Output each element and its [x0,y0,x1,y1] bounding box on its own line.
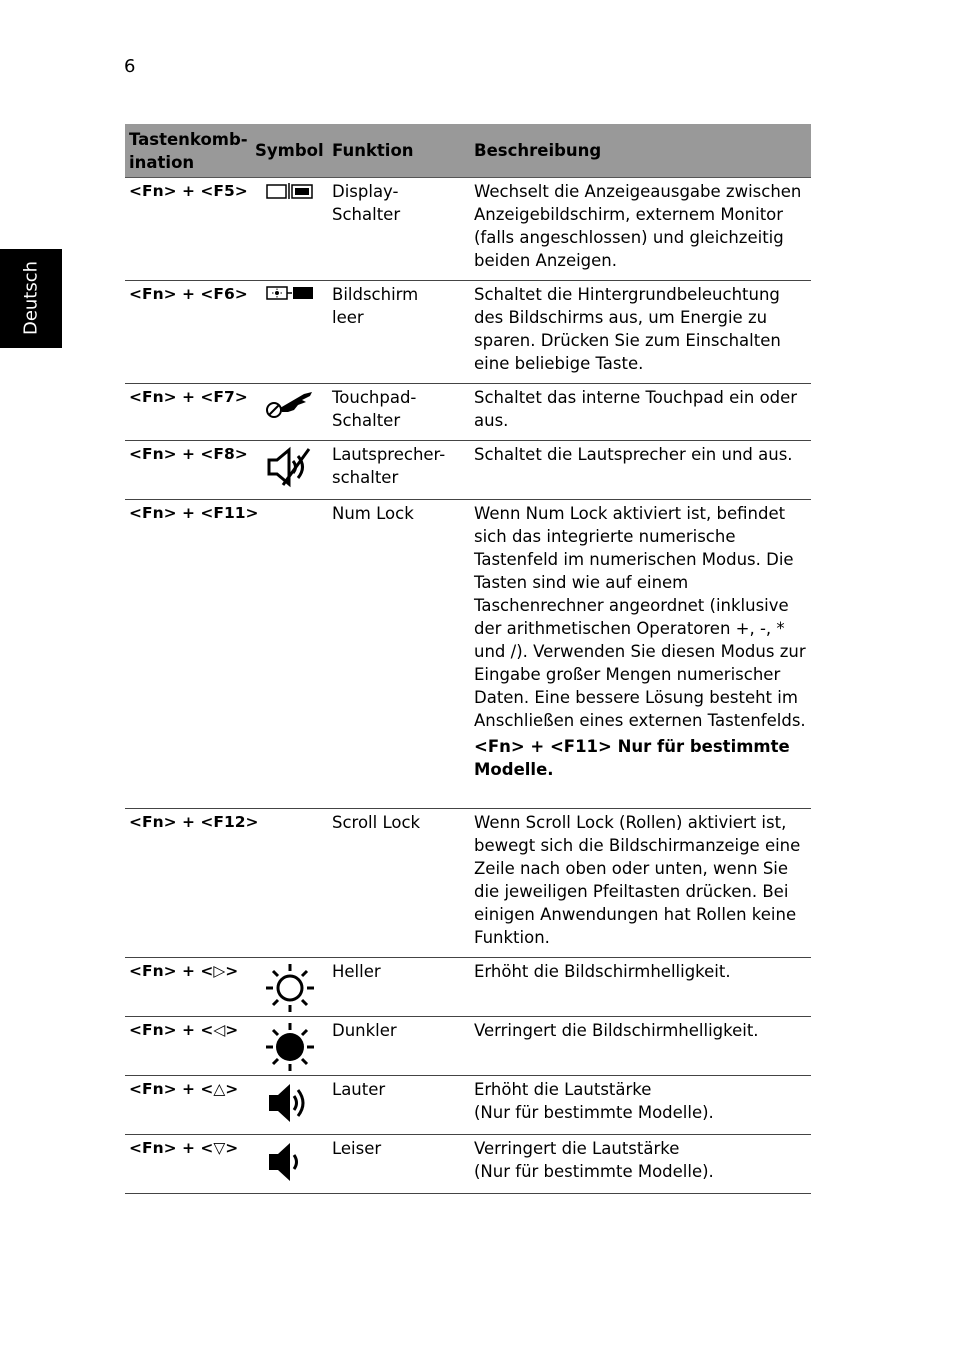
symbol-cell [251,281,328,384]
description-text: Verringert die Bildschirmhelligkeit. [474,1021,759,1040]
description-text: Wenn Num Lock aktiviert ist, befindet sich das integrierte numerische Tastenfeld im numerischen Modus. Die Tasten sind wie auf einem Taschenrechner angeordnet (inklusive der arithmetischen Operatoren +, -, * und /). Verwenden Sie diesen Modus zur Eingabe großer Mengen numerischer Daten. Eine bessere Lösung besteht im Anschließen eines externen Tastenfelds. [474,504,806,730]
display-switch-icon [251,182,328,200]
function-description [470,281,811,384]
function-name: Leiser [328,1135,470,1194]
description-text: Wenn Scroll Lock (Rollen) aktiviert ist, bewegt sich die Bildschirmanzeige eine Zeile nach oben oder unten, wenn Sie die jeweiligen Pfeiltasten drücken. Bei einigen Anwendungen hat Rollen keine Funktion. [474,813,801,947]
volume-up-icon [251,1080,328,1126]
function-name: Bildschirm leer [328,281,470,384]
table-row [125,1076,811,1135]
description-text: Verringert die Lautstärke (Nur für bestimmte Modelle). [474,1139,714,1181]
key-combination: <Fn> + <F11> [125,500,251,809]
key-combination: <Fn> + <◁> [125,1017,251,1076]
description-text: Schaltet die Hintergrundbeleuchtung des Bildschirms aus, um Energie zu sparen. Drücken Sie zum Einschalten eine beliebige Taste. [474,285,781,373]
header-function: Funktion [328,124,470,178]
symbol-cell [251,384,328,441]
function-description [470,1076,811,1135]
function-name: Scroll Lock [328,809,470,958]
header-key-combination: Tastenkomb- ination [125,124,251,178]
function-description [470,441,811,500]
function-description [470,384,811,441]
symbol-cell [251,1017,328,1076]
table-row [125,809,811,958]
language-side-tab [0,249,62,348]
function-description [470,958,811,1017]
description-text: Wechselt die Anzeigeausgabe zwischen Anzeigebildschirm, externem Monitor (falls angeschlossen) und gleichzeitig beiden Anzeigen. [474,182,802,270]
table-row [125,441,811,500]
table-row [125,500,811,809]
key-combination: <Fn> + <▷> [125,958,251,1017]
brightness-down-icon [251,1021,328,1073]
key-combination: <Fn> + <▽> [125,1135,251,1194]
function-description [470,178,811,281]
header-description: Beschreibung [470,124,811,178]
description-note: <Fn> + <F11> Nur für bestimmte Modelle. [474,737,790,779]
symbol-cell [251,809,328,958]
description-text: Schaltet die Lautsprecher ein und aus. [474,445,793,464]
function-name: Dunkler [328,1017,470,1076]
description-text: Erhöht die Bildschirmhelligkeit. [474,962,731,981]
function-description [470,1135,811,1194]
symbol-cell [251,441,328,500]
symbol-cell [251,1076,328,1135]
description-text: Erhöht die Lautstärke (Nur für bestimmte Modelle). [474,1080,714,1122]
table-row [125,958,811,1017]
symbol-cell [251,1135,328,1194]
key-combination: <Fn> + <F12> [125,809,251,958]
key-combination: <Fn> + <F7> [125,384,251,441]
function-name: Heller [328,958,470,1017]
table-row [125,1017,811,1076]
brightness-up-icon [251,962,328,1014]
header-symbol: Symbol [251,124,328,178]
table-row [125,281,811,384]
screen-blank-icon [251,285,328,301]
function-name: Num Lock [328,500,470,809]
key-combination: <Fn> + <△> [125,1076,251,1135]
volume-down-icon [251,1139,328,1185]
table-row [125,178,811,281]
hotkey-table [125,124,811,1194]
function-name: Lautsprecher- schalter [328,441,470,500]
table-header-row [125,124,811,178]
table-row [125,1135,811,1194]
description-text: Schaltet das interne Touchpad ein oder aus. [474,388,798,430]
table-row [125,384,811,441]
touchpad-toggle-icon [251,388,328,420]
key-combination: <Fn> + <F8> [125,441,251,500]
function-name: Touchpad- Schalter [328,384,470,441]
function-name: Display- Schalter [328,178,470,281]
function-name: Lauter [328,1076,470,1135]
speaker-mute-icon [251,445,328,489]
symbol-cell [251,500,328,809]
function-description [470,809,811,958]
symbol-cell [251,958,328,1017]
key-combination: <Fn> + <F5> [125,178,251,281]
page-number: 6 [124,56,136,77]
symbol-cell [251,178,328,281]
key-combination: <Fn> + <F6> [125,281,251,384]
function-description [470,1017,811,1076]
function-description [470,500,811,809]
language-label: Deutsch [20,260,42,336]
